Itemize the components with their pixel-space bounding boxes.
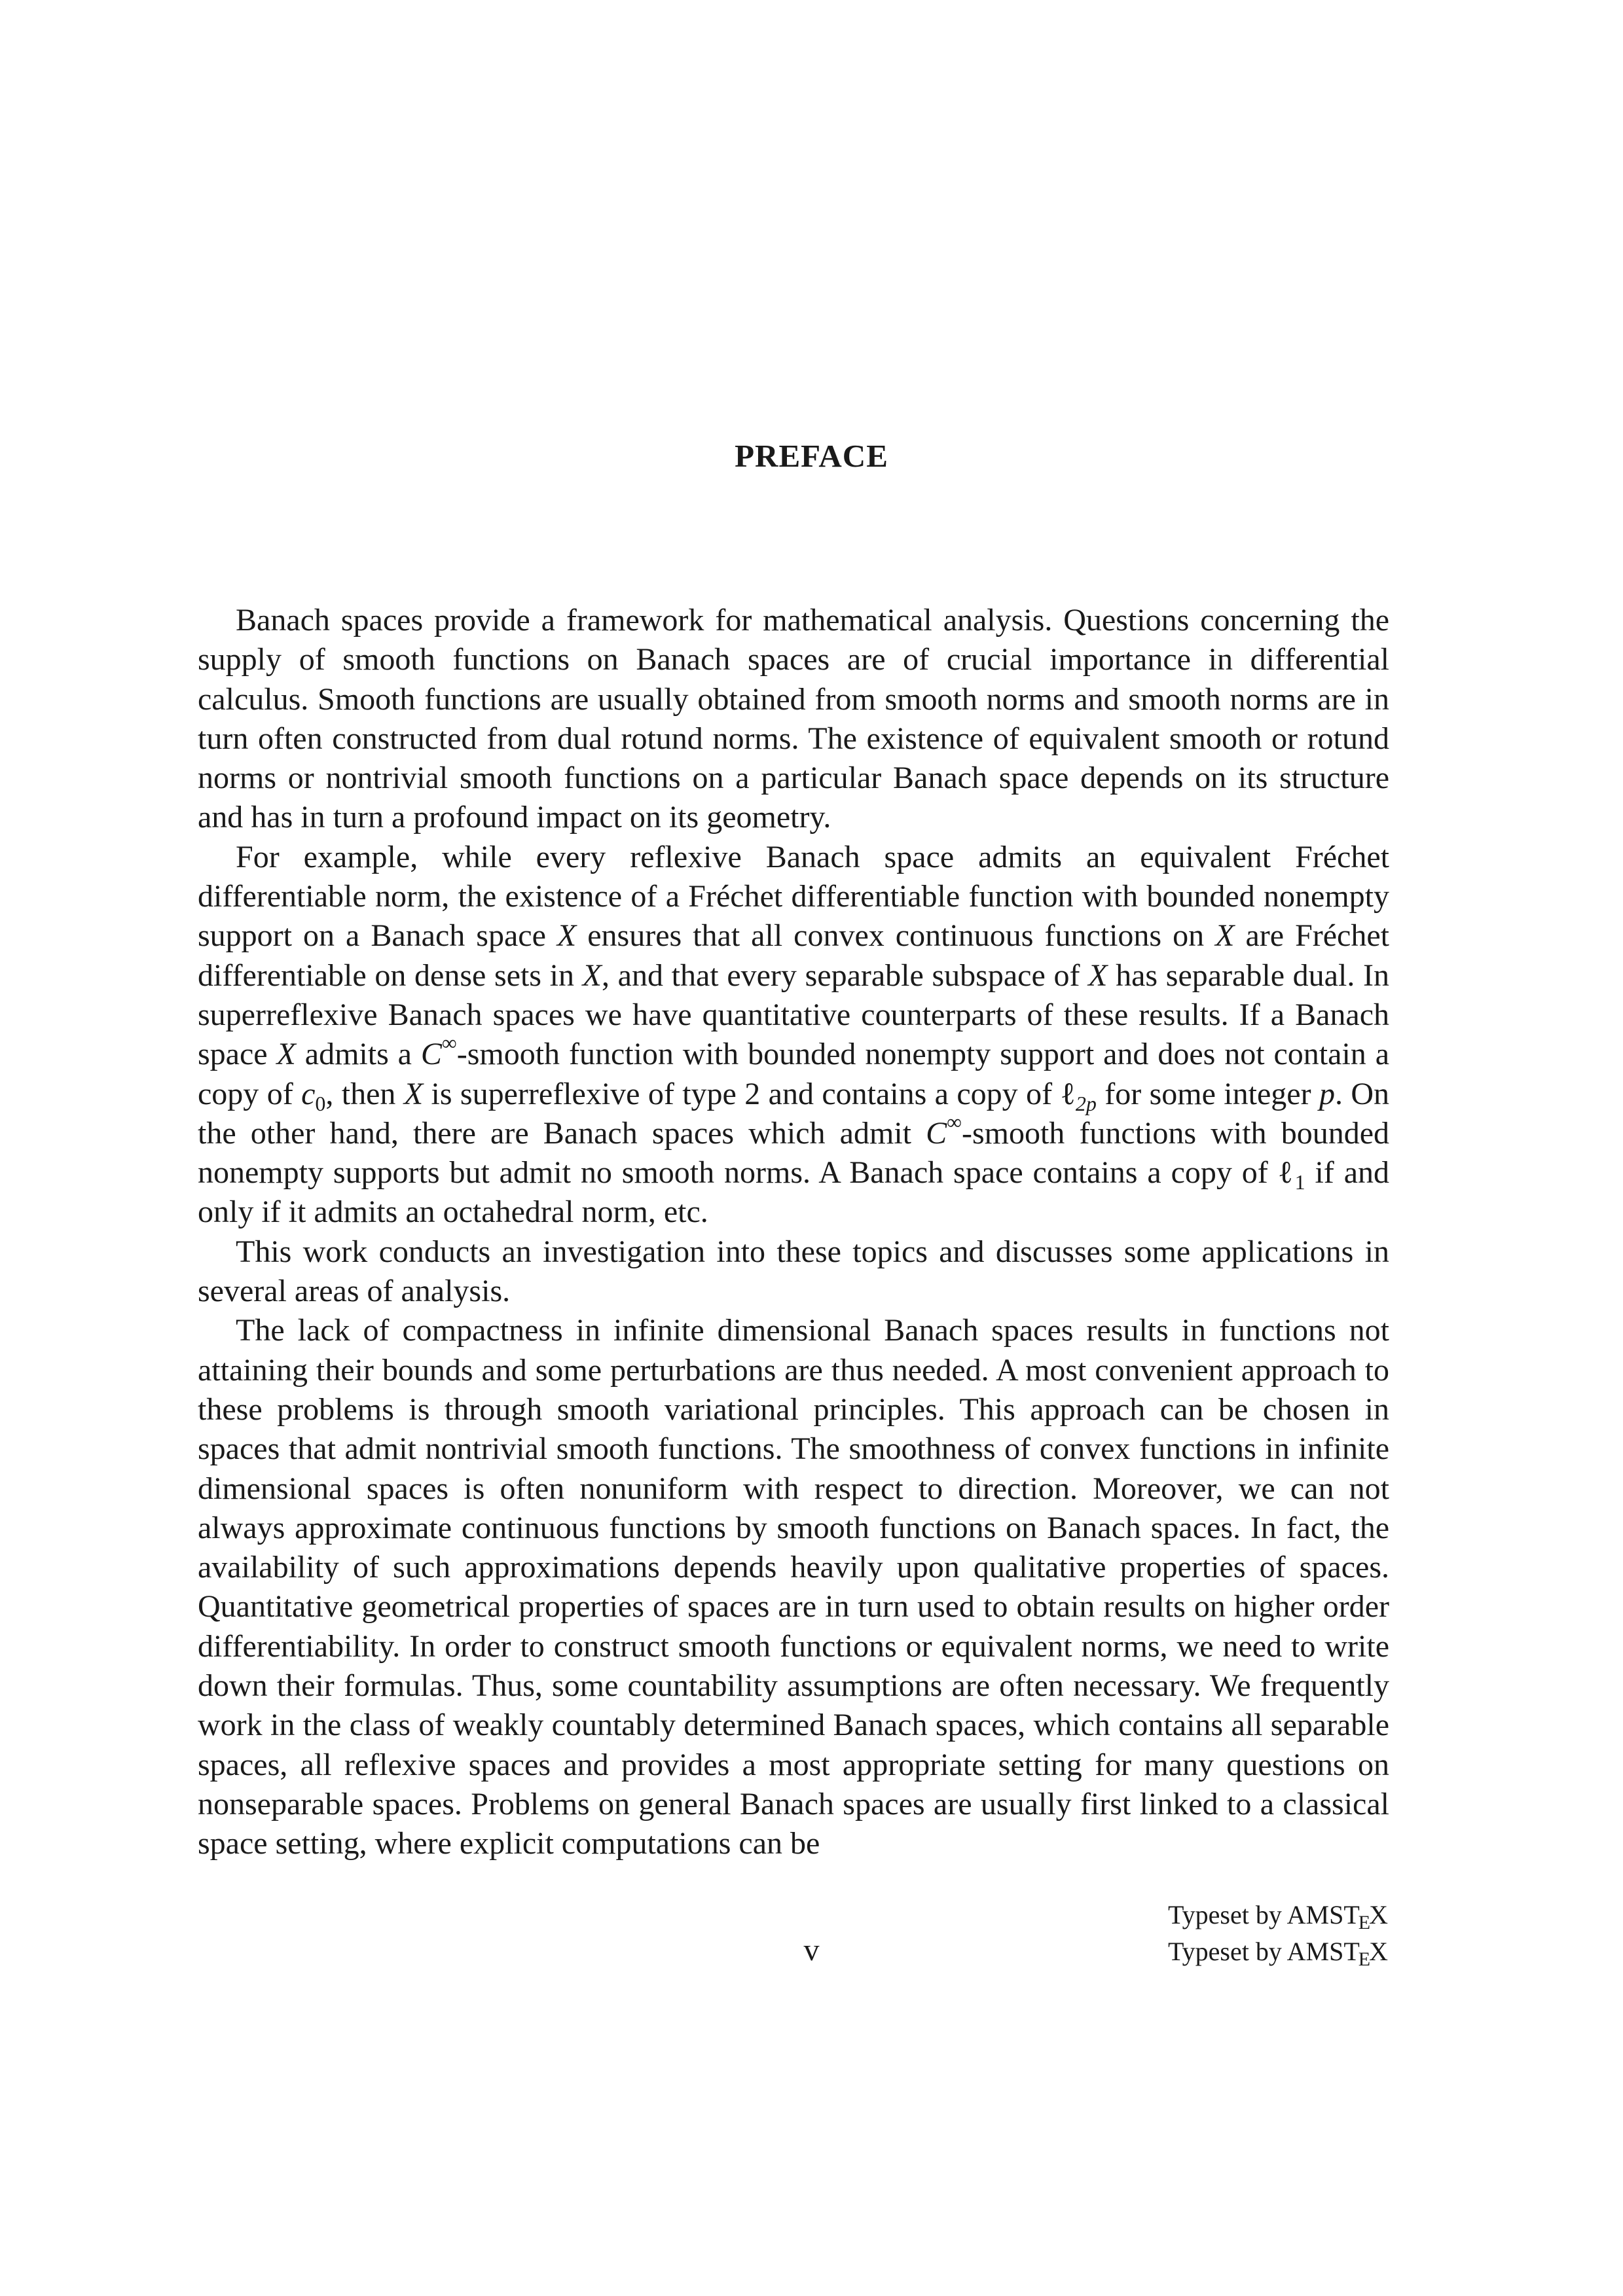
text-run: has separable dual. In superreflexive Banach spaces we have quantitative counterparts of these results. If a Banach space [198, 958, 1389, 1072]
math-sub-2p: 2p [1075, 1091, 1097, 1115]
math-x: X [1088, 958, 1108, 993]
page-title: PREFACE [735, 438, 888, 474]
math-ell: ℓ [1060, 1076, 1076, 1111]
math-c: C [926, 1115, 947, 1151]
math-p: p [1319, 1076, 1335, 1111]
text-run: . On the other hand, there are Banach spaces which admit [198, 1076, 1389, 1151]
math-x: X [582, 958, 602, 993]
math-sub-zero: 0 [315, 1091, 326, 1115]
text-run: for some integer [1096, 1076, 1319, 1111]
typeset-prefix: Typeset by AMST [1168, 1937, 1360, 1966]
text-run: ensures that all convex continuous functions on [576, 918, 1216, 954]
paragraph-4: The lack of compactness in infinite dimensional Banach spaces results in functions not attaining their bounds and some perturbations are thus needed. A most convenient approach to these problems is through smooth variational principles. This approach can be chosen in spaces that admit nontrivial smooth functions. The smoothness of convex functions in infinite dimensional spaces is often nonuniform with respect to direction. Moreover, we can not always approximate continuous functions by smooth functions on Banach spaces. In fact, the availability of such approximations depends heavily upon qualitative properties of spaces. Quantitative geometrical properties of spaces are in turn used to obtain results on higher order differentiability. In order to construct smooth functions or equivalent norms, we need to write down their formulas. Thus, some countability assumptions are often necessary. We frequently work in the class of weakly countably determined Banach spaces, which contains all separable spaces, all reflexive spaces and provides a most appropriate setting for many questions on nonseparable spaces. Problems on general Banach spaces are usually first linked to a classical space setting, where explicit computations can be [198, 1313, 1389, 1861]
text-run: -smooth function with bounded nonempty support and does not contain a copy of [198, 1037, 1390, 1111]
text-run: , then [325, 1076, 404, 1111]
paragraph-2 [198, 838, 1389, 1232]
math-sub-one: 1 [1294, 1170, 1305, 1194]
math-infinity: ∞ [441, 1031, 457, 1055]
math-x: X [556, 918, 577, 954]
text-run: are Fréchet differentiable on dense sets in [198, 918, 1389, 993]
page-number: v [803, 1933, 820, 1967]
math-infinity: ∞ [947, 1109, 962, 1134]
math-x: X [276, 1037, 296, 1072]
math-c0: c [301, 1076, 316, 1111]
text-run: admits a [295, 1037, 421, 1072]
typeset-e: E [1358, 1948, 1371, 1970]
typeset-suffix: X [1369, 1937, 1388, 1966]
math-x: X [1215, 918, 1235, 954]
text-run: , and that every separable subspace of [602, 958, 1089, 993]
text-run: -smooth functions with bounded nonempty supports but admit no smooth norms. A Banach space contains a copy of [198, 1115, 1389, 1191]
text-run: For example, while every reflexive Banach space admits an equivalent Fréchet differentiable norm, the existence of a Fréchet differentiable function with bounded nonempty support on a Banach space [198, 839, 1389, 954]
math-ell: ℓ [1277, 1155, 1295, 1191]
preface-body [198, 601, 1389, 1864]
paragraph-3: This work conducts an investigation into these topics and discusses some applications in several areas of analysis. [198, 1234, 1389, 1309]
typeset-notice [1113, 1936, 1388, 1970]
math-c: C [420, 1037, 442, 1072]
text-run: is superreflexive of type 2 and contains a copy of [423, 1076, 1061, 1111]
typeset-prefix: Typeset by AMST [1168, 1900, 1360, 1929]
typeset-e: E [1358, 1912, 1371, 1933]
math-x: X [403, 1076, 424, 1111]
typeset-notice [1113, 1899, 1388, 1933]
typeset-suffix: X [1369, 1900, 1388, 1929]
paragraph-1: Banach spaces provide a framework for mathematical analysis. Questions concerning the supply of smooth functions on Banach spaces are of crucial importance in differential calculus. Smooth functions are usually obtained from smooth norms and smooth norms are in turn often constructed from dual rotund norms. The existence of equivalent smooth or rotund norms or nontrivial smooth functions on a particular Banach space depends on its structure and has in turn a profound impact on its geometry. [198, 603, 1389, 835]
text-run: if and only if it admits an octahedral norm, etc. [198, 1155, 1389, 1230]
